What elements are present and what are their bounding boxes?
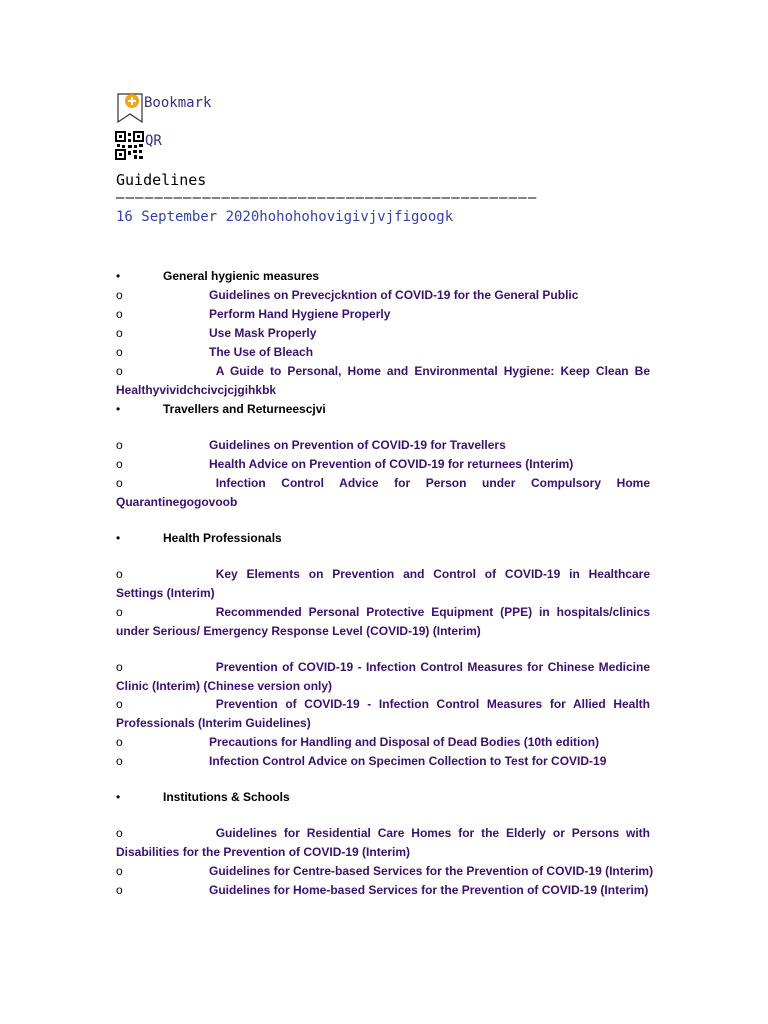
bookmark-label[interactable]: Bookmark	[144, 95, 212, 111]
circle-bullet-icon: o	[116, 605, 123, 619]
circle-bullet-icon: o	[116, 754, 123, 768]
guideline-link[interactable]: Infection Control Advice on Specimen Collection to Test for COVID-19	[209, 754, 607, 768]
guideline-link[interactable]: Perform Hand Hygiene Properly	[209, 307, 391, 321]
guideline-link[interactable]: The Use of Bleach	[209, 345, 314, 359]
bookmark-plus-icon	[116, 92, 144, 124]
bookmark-link[interactable]	[116, 92, 211, 124]
circle-bullet-icon: o	[116, 345, 123, 359]
qr-code-icon	[115, 131, 145, 161]
guideline-link[interactable]: Key Elements on Prevention and Control of COVID-19 in Healthcare Settings (Interim)	[116, 567, 650, 600]
guideline-link[interactable]: Guidelines for Home-based Services for the Prevention of COVID-19 (Interim)	[209, 883, 649, 897]
list-item	[116, 362, 650, 400]
circle-bullet-icon: o	[116, 660, 123, 674]
circle-bullet-icon: o	[116, 697, 123, 711]
circle-bullet-icon: o	[116, 864, 123, 878]
bullet-icon: •	[116, 531, 121, 545]
bullet-icon: •	[116, 269, 121, 283]
guideline-link[interactable]: Guidelines for Centre-based Services for the Prevention of COVID-19 (Interim)	[209, 864, 654, 878]
circle-bullet-icon: o	[116, 735, 123, 749]
guideline-link[interactable]: Infection Control Advice for Person under Compulsory Home Quarantinegogovoob	[116, 476, 650, 509]
qr-link[interactable]	[115, 131, 162, 161]
circle-bullet-icon: o	[116, 364, 123, 378]
publish-date: 16 September 2020hohohohovigivjvjfigoogk	[116, 209, 454, 225]
circle-bullet-icon: o	[116, 826, 123, 840]
circle-bullet-icon: o	[116, 476, 123, 490]
guideline-link[interactable]: Guidelines on Prevecjckntion of COVID-19 for the General Public	[209, 288, 579, 302]
bullet-icon: •	[116, 790, 121, 804]
guideline-link[interactable]: Use Mask Properly	[209, 326, 317, 340]
circle-bullet-icon: o	[116, 307, 123, 321]
divider-rule: ————————————————————————————————————————————	[116, 191, 538, 205]
guideline-link[interactable]: Guidelines for Residential Care Homes for the Elderly or Persons with Disabilities for the Prevention of COVID-19 (Interim)	[116, 826, 650, 859]
guideline-link[interactable]: Guidelines on Prevention of COVID-19 for Travellers	[209, 438, 506, 452]
guideline-link[interactable]: Health Advice on Prevention of COVID-19 for returnees (Interim)	[209, 457, 574, 471]
circle-bullet-icon: o	[116, 438, 123, 452]
page-title: Guidelines	[116, 171, 207, 189]
guideline-link[interactable]: Prevention of COVID-19 - Infection Control Measures for Allied Health Professionals (Interim Guidelines)	[116, 697, 650, 730]
circle-bullet-icon: o	[116, 288, 123, 302]
section-heading: Health Professionals	[163, 531, 282, 545]
section-heading: General hygienic measures	[163, 269, 320, 283]
circle-bullet-icon: o	[116, 326, 123, 340]
list-item	[116, 695, 650, 733]
circle-bullet-icon: o	[116, 457, 123, 471]
bullet-icon: •	[116, 402, 121, 416]
list-item	[116, 474, 650, 512]
circle-bullet-icon: o	[116, 567, 123, 581]
guideline-link[interactable]: Prevention of COVID-19 - Infection Control Measures for Chinese Medicine Clinic (Interim) (Chinese version only)	[116, 660, 650, 693]
list-item	[116, 565, 650, 603]
list-item	[116, 603, 650, 641]
guideline-link[interactable]: Precautions for Handling and Disposal of Dead Bodies (10th edition)	[209, 735, 600, 749]
guideline-link[interactable]: A Guide to Personal, Home and Environmental Hygiene: Keep Clean Be Healthyvividchcivcjcjgihkbk	[116, 364, 650, 397]
circle-bullet-icon: o	[116, 883, 123, 897]
list-item	[116, 658, 650, 696]
guideline-link[interactable]: Recommended Personal Protective Equipment (PPE) in hospitals/clinics under Serious/ Emergency Response Level (COVID-19) (Interim)	[116, 605, 650, 638]
list-item	[116, 824, 650, 862]
section-heading: Institutions & Schools	[163, 790, 290, 804]
qr-label[interactable]: QR	[145, 133, 162, 149]
section-heading: Travellers and Returneescjvi	[163, 402, 326, 416]
